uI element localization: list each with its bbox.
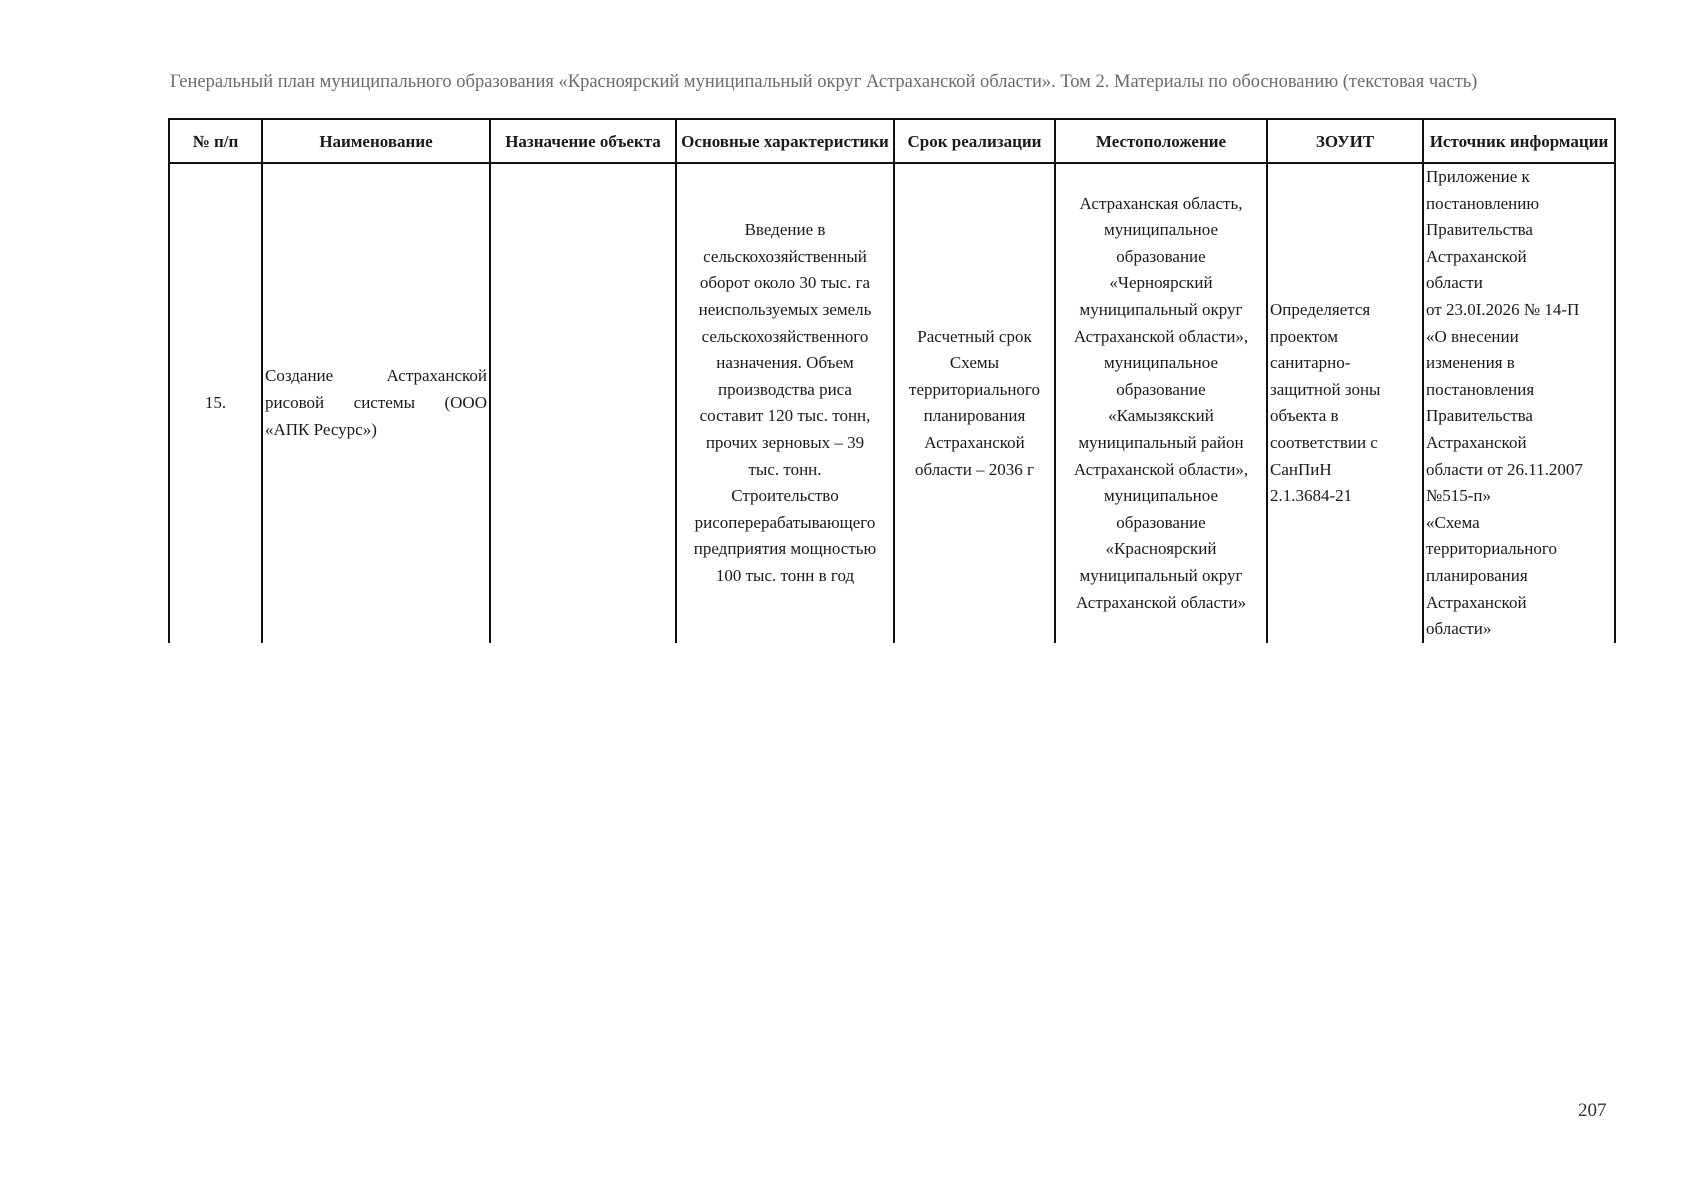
source-line: области [1426, 273, 1483, 293]
source-line: «О внесении [1426, 326, 1519, 346]
characteristics-line: сельскохозяйственный [703, 246, 867, 266]
characteristics-line: 100 тыс. тонн в год [715, 565, 855, 585]
location-line: муниципальный округ [1079, 299, 1243, 319]
characteristics-line: оборот около 30 тыс. га [699, 273, 871, 293]
source-line: от 23.0I.2026 № 14-П [1426, 299, 1580, 319]
col-header-characteristics: Основные характеристики [676, 119, 894, 163]
term-line: Астраханской [924, 432, 1025, 452]
source-line: постановления [1426, 379, 1535, 399]
location-line: «Красноярский [1105, 539, 1217, 559]
characteristics-line: неиспользуемых земель [698, 299, 872, 319]
characteristics-line: тыс. тонн. [748, 459, 822, 479]
location-line: муниципальное [1103, 353, 1219, 373]
col-header-location: Местоположение [1055, 119, 1267, 163]
source-line: №515-п» [1426, 486, 1491, 506]
source-line: области от 26.11.2007 [1426, 459, 1583, 479]
name-line: рисовой системы (ООО [265, 393, 487, 413]
characteristics-line: назначения. Объем [716, 353, 854, 373]
location-line: образование [1116, 379, 1206, 399]
characteristics-line: предприятия мощностью [693, 539, 877, 559]
zouit-line: Определяется [1270, 299, 1371, 319]
table-row [169, 163, 1615, 643]
source-line: изменения в [1426, 353, 1515, 373]
source-line: «Схема [1426, 512, 1480, 532]
location-line: «Камызякский [1108, 406, 1214, 426]
term-line: области – 2036 г [914, 459, 1035, 479]
characteristics-line: Строительство [731, 486, 839, 506]
table-header-row [169, 119, 1615, 163]
cell-characteristics [676, 163, 894, 643]
cell-name [262, 163, 490, 643]
term-line: Схемы [949, 353, 1000, 373]
term-line: планирования [923, 406, 1026, 426]
source-line: Приложение к [1426, 167, 1530, 186]
zouit-line: соответствии с [1270, 432, 1378, 452]
cell-purpose [490, 163, 676, 643]
col-header-zouit: ЗОУИТ [1267, 119, 1423, 163]
characteristics-line: сельскохозяйственного [701, 326, 869, 346]
source-line: территориального [1426, 539, 1557, 559]
cell-number: 15. [169, 163, 262, 643]
source-line: Астраханской [1426, 432, 1527, 452]
zouit-line: 2.1.3684-21 [1270, 486, 1353, 506]
col-header-purpose: Назначение объекта [490, 119, 676, 163]
characteristics-line: Введение в [744, 220, 826, 240]
location-line: «Черноярский [1109, 273, 1213, 293]
location-line: муниципальное [1103, 486, 1219, 506]
name-line: «АПК Ресурс») [265, 419, 377, 439]
cell-source [1423, 163, 1615, 643]
col-header-source: Источник информации [1423, 119, 1615, 163]
zouit-line: защитной зоны [1270, 379, 1381, 399]
location-line: муниципальный округ [1079, 565, 1243, 585]
characteristics-line: производства риса [718, 379, 852, 399]
source-line: планирования [1426, 565, 1528, 585]
objects-table [168, 118, 1616, 643]
source-line: Астраханской [1426, 592, 1527, 612]
cell-location [1055, 163, 1267, 643]
source-line: Правительства [1426, 220, 1533, 240]
location-line: Астраханская область, [1079, 193, 1243, 213]
col-header-term: Срок реализации [894, 119, 1055, 163]
location-line: муниципальное [1103, 220, 1219, 240]
zouit-line: санитарно- [1270, 353, 1351, 373]
location-line: Астраханской области» [1075, 592, 1247, 612]
page-number: 207 [1578, 1100, 1607, 1121]
characteristics-line: рисоперерабатывающего [694, 512, 876, 532]
col-header-number: № п/п [169, 119, 262, 163]
location-line: муниципальный район [1078, 432, 1244, 452]
name-line: Создание Астраханской [265, 366, 487, 386]
col-header-name: Наименование [262, 119, 490, 163]
zouit-line: проектом [1270, 326, 1339, 346]
location-line: Астраханской области», [1073, 326, 1249, 346]
location-line: образование [1116, 246, 1206, 266]
source-line: постановлению [1426, 193, 1540, 213]
source-line: Правительства [1426, 406, 1533, 426]
zouit-line: объекта в [1270, 406, 1339, 426]
source-line: Астраханской [1426, 246, 1527, 266]
characteristics-line: прочих зерновых – 39 [705, 432, 865, 452]
cell-term [894, 163, 1055, 643]
zouit-line: СанПиН [1270, 459, 1332, 479]
location-line: образование [1116, 512, 1206, 532]
source-line: области» [1426, 619, 1492, 639]
cell-zouit [1267, 163, 1423, 643]
term-line: Расчетный срок [917, 326, 1032, 346]
page-header: Генеральный план муниципального образования «Красноярский муниципальный округ Астраханской области». Том 2. Материалы по обоснованию (текстовая часть) [170, 72, 1478, 92]
term-line: территориального [909, 379, 1040, 399]
characteristics-line: составит 120 тыс. тонн, [699, 406, 871, 426]
location-line: Астраханской области», [1073, 459, 1249, 479]
